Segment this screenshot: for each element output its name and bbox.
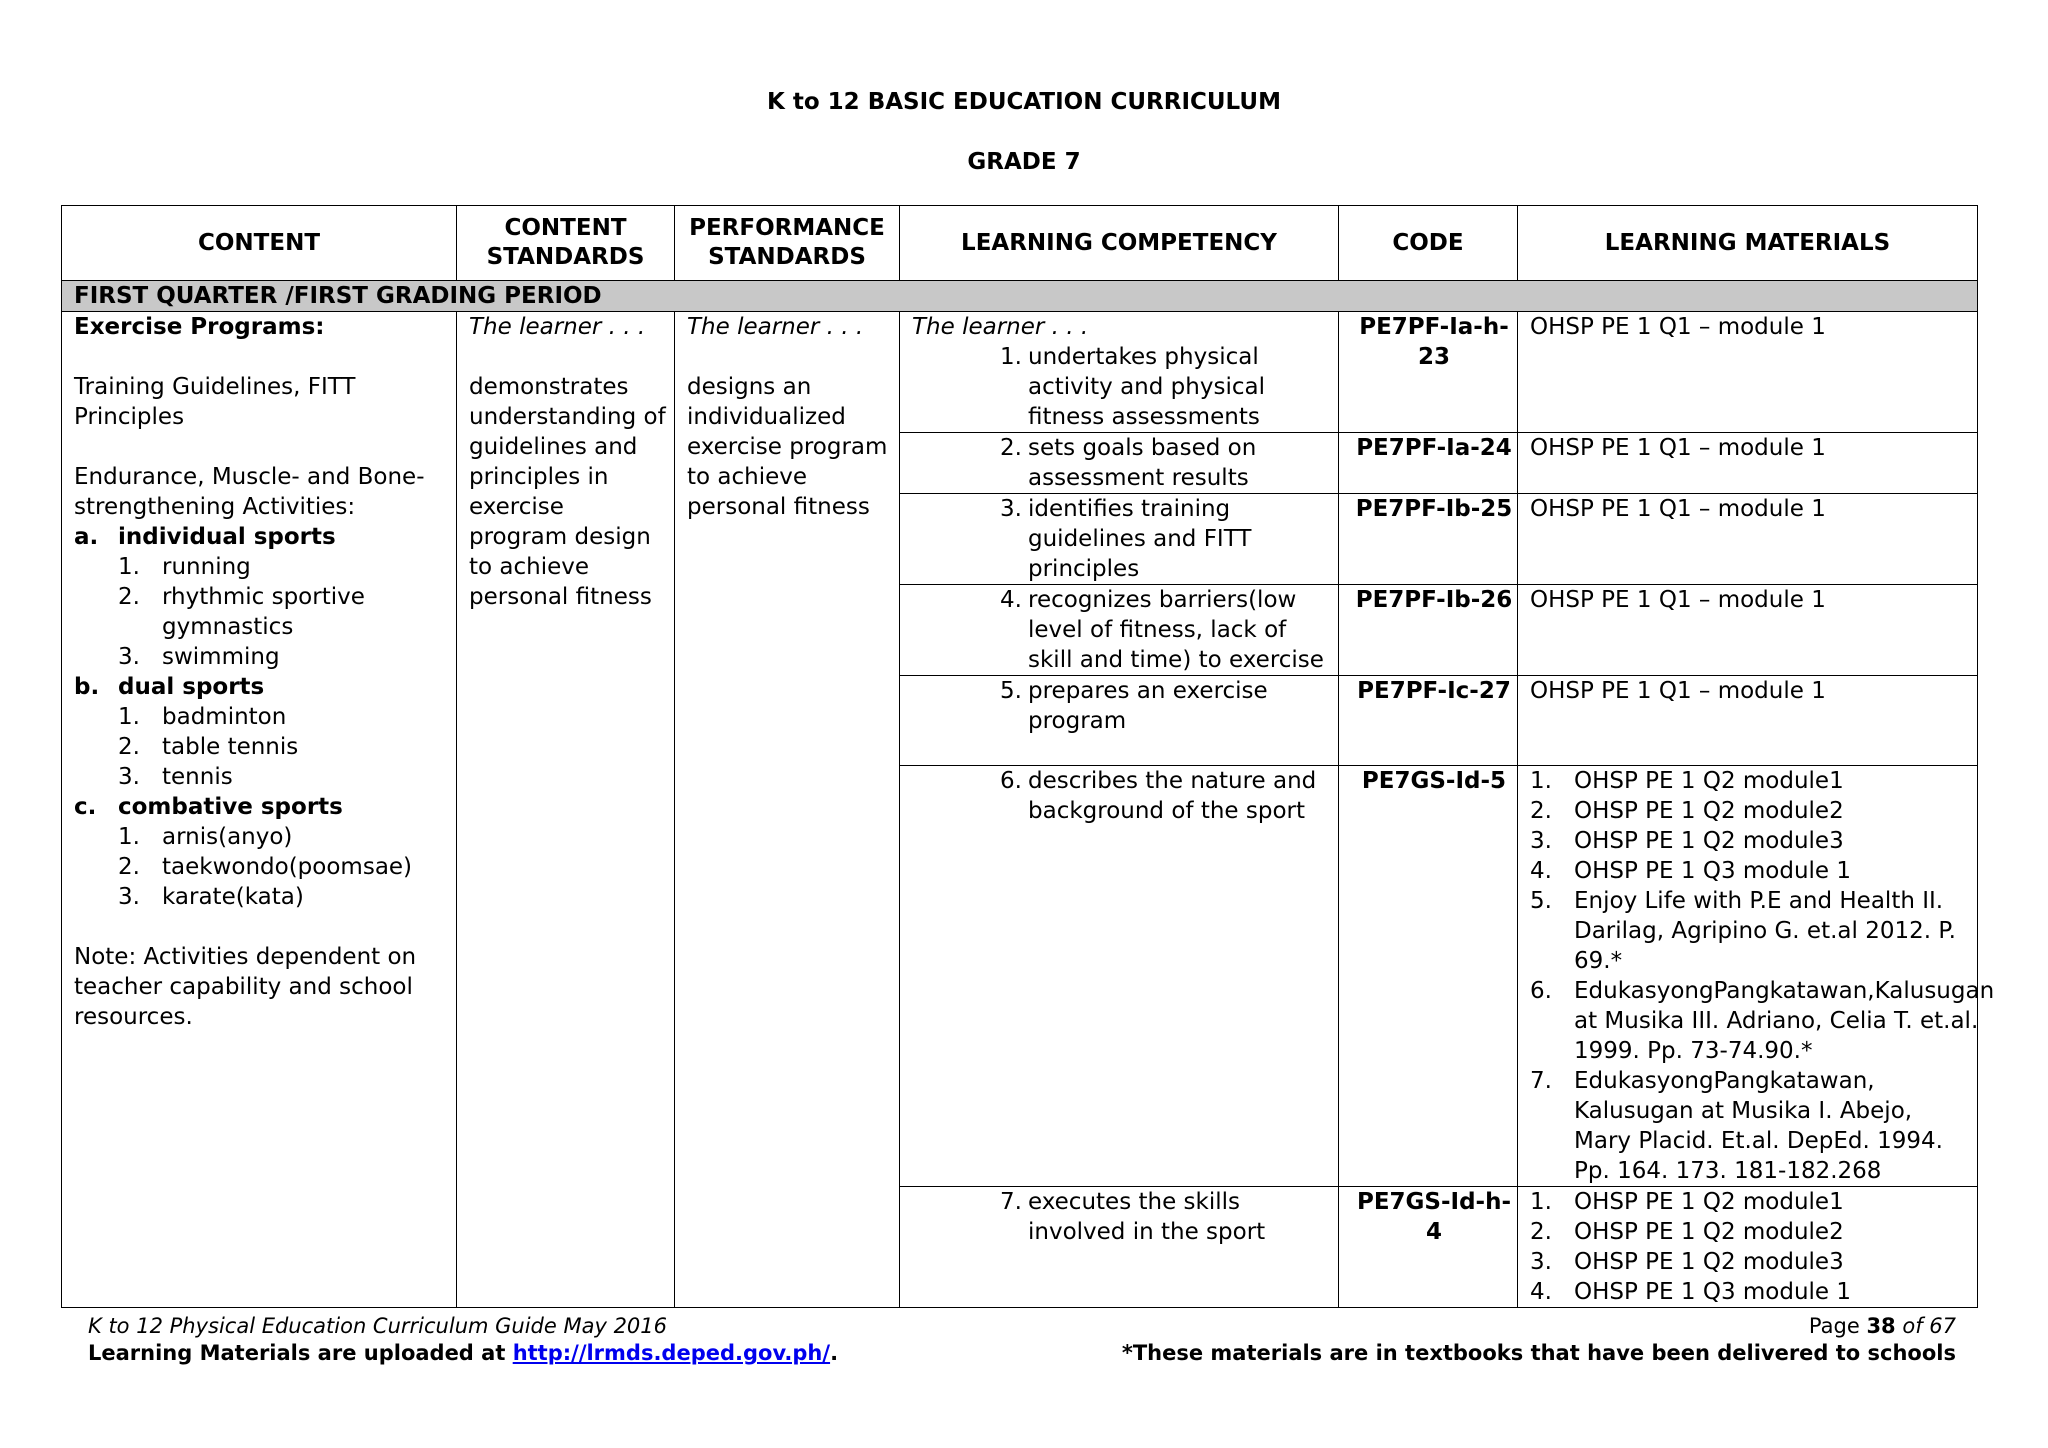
header-performance-standards: PERFORMANCE STANDARDS	[675, 206, 900, 281]
content-paragraph: Training Guidelines, FITT Principles	[74, 374, 356, 430]
sport-item: 1. running	[118, 554, 251, 580]
competency-cell	[900, 766, 1339, 1187]
sport-item: 2. rhythmic sportive gymnastics	[118, 584, 365, 640]
code-cell: PE7GS-Id-5	[1339, 766, 1518, 1187]
content-standards-cell	[457, 312, 675, 1308]
material-item: 2. OHSP PE 1 Q2 module2	[1530, 798, 1844, 824]
performance-standards-cell	[675, 312, 900, 1308]
materials-cell: OHSP PE 1 Q1 – module 1	[1518, 312, 1978, 433]
competency-item: 2. sets goals based on assessment results	[1000, 435, 1257, 491]
sport-item: 1. badminton	[118, 704, 287, 730]
performance-standards-text: designs an individualized exercise program to achieve personal fitness	[687, 374, 888, 520]
sport-item: 3. karate(kata)	[118, 884, 304, 910]
document-title: K to 12 BASIC EDUCATION CURRICULUM	[767, 89, 1281, 115]
footer-guide: K to 12 Physical Education Curriculum Guide May 2016	[88, 1314, 668, 1338]
table-row	[62, 312, 1978, 433]
category-item: b. dual sports	[74, 674, 265, 700]
category-item: a. individual sports	[74, 524, 336, 550]
material-item: 7. EdukasyongPangkatawan, Kalusugan at Musika I. Abejo, Mary Placid. Et.al. DepEd. 1994. Pp. 164. 173. 181-182.268	[1530, 1068, 1943, 1184]
header-row	[62, 206, 1978, 281]
header-content: CONTENT	[62, 206, 457, 281]
content-standards-text: demonstrates understanding of guidelines and principles in exercise program design to achieve personal fitness	[469, 374, 666, 610]
header-learning-competency: LEARNING COMPETENCY	[900, 206, 1339, 281]
code-cell: PE7PF-Ib-25	[1339, 494, 1518, 585]
performance-standards-lead: The learner . . .	[687, 314, 864, 340]
materials-cell: OHSP PE 1 Q1 – module 1	[1518, 433, 1978, 494]
material-item: 5. Enjoy Life with P.E and Health II. Darilag, Agripino G. et.al 2012. P. 69.*	[1530, 888, 1956, 974]
competency-item: 6. describes the nature and background of the sport	[1000, 768, 1317, 824]
competency-item: 7. executes the skills involved in the sport	[1000, 1189, 1266, 1245]
category-item: c. combative sports	[74, 794, 343, 820]
header-learning-materials: LEARNING MATERIALS	[1518, 206, 1978, 281]
sport-item: 1. arnis(anyo)	[118, 824, 293, 850]
footer-uploaded: Learning Materials are uploaded at http://lrmds.deped.gov.ph/.	[88, 1341, 839, 1365]
content-note: Note: Activities dependent on teacher capability and school resources.	[74, 944, 417, 1030]
competency-cell	[900, 676, 1339, 766]
material-item: 2. OHSP PE 1 Q2 module2	[1530, 1219, 1844, 1245]
competency-item: 5. prepares an exercise program	[1000, 678, 1268, 734]
code-cell: PE7PF-Ic-27	[1339, 676, 1518, 766]
material-item: 3. OHSP PE 1 Q2 module3	[1530, 1249, 1844, 1275]
competency-cell	[900, 312, 1339, 433]
materials-cell: OHSP PE 1 Q1 – module 1	[1518, 494, 1978, 585]
code-cell: PE7PF-Ia-24	[1339, 433, 1518, 494]
material-item: 1. OHSP PE 1 Q2 module1	[1530, 1189, 1844, 1215]
page-number: Page 38 of 67	[1808, 1314, 1956, 1338]
quarter-row	[62, 281, 1978, 312]
lrmds-link[interactable]: http://lrmds.deped.gov.ph/	[512, 1341, 831, 1365]
header-code: CODE	[1339, 206, 1518, 281]
footer-right	[1122, 1313, 1956, 1367]
sport-item: 3. swimming	[118, 644, 280, 670]
materials-cell	[1518, 766, 1995, 1187]
material-item: 4. OHSP PE 1 Q3 module 1	[1530, 858, 1852, 884]
code-cell: PE7PF-Ib-26	[1339, 585, 1518, 676]
footer-left	[88, 1313, 838, 1367]
competency-lead: The learner . . .	[912, 314, 1089, 340]
material-item: 6. EdukasyongPangkatawan,Kalusugan at Musika III. Adriano, Celia T. et.al. 1999. Pp. 73-74.90.*	[1530, 978, 1995, 1064]
competency-cell	[900, 433, 1339, 494]
content-heading: Exercise Programs:	[74, 314, 325, 340]
content-standards-lead: The learner . . .	[469, 314, 646, 340]
materials-cell: OHSP PE 1 Q1 – module 1	[1518, 676, 1978, 766]
material-item: 1. OHSP PE 1 Q2 module1	[1530, 768, 1844, 794]
competency-item: 4. recognizes barriers(low level of fitness, lack of skill and time) to exercise	[1000, 587, 1324, 673]
competency-cell	[900, 585, 1339, 676]
competency-cell	[900, 494, 1339, 585]
material-item: 4. OHSP PE 1 Q3 module 1	[1530, 1279, 1852, 1305]
competency-cell	[900, 1187, 1339, 1308]
materials-cell	[1518, 1187, 1978, 1308]
competency-item: 3. identifies training guidelines and FITT principles	[1000, 496, 1252, 582]
header-content-standards: CONTENT STANDARDS	[457, 206, 675, 281]
competency-item: 1. undertakes physical activity and physical fitness assessments	[1000, 344, 1265, 430]
code-cell: PE7PF-Ia-h-23	[1339, 312, 1518, 433]
sport-item: 3. tennis	[118, 764, 233, 790]
material-item: 3. OHSP PE 1 Q2 module3	[1530, 828, 1844, 854]
curriculum-table	[61, 205, 1995, 1308]
grade-title: GRADE 7	[967, 149, 1081, 175]
sport-item: 2. table tennis	[118, 734, 299, 760]
content-cell	[62, 312, 457, 1308]
materials-cell: OHSP PE 1 Q1 – module 1	[1518, 585, 1978, 676]
sport-item: 2. taekwondo(poomsae)	[118, 854, 413, 880]
footer-textbook-note: *These materials are in textbooks that have been delivered to schools	[1121, 1341, 1956, 1365]
content-paragraph: Endurance, Muscle- and Bone-strengthening Activities:	[74, 464, 425, 520]
quarter-label: FIRST QUARTER /FIRST GRADING PERIOD	[62, 281, 1978, 312]
code-cell: PE7GS-Id-h-4	[1339, 1187, 1518, 1308]
